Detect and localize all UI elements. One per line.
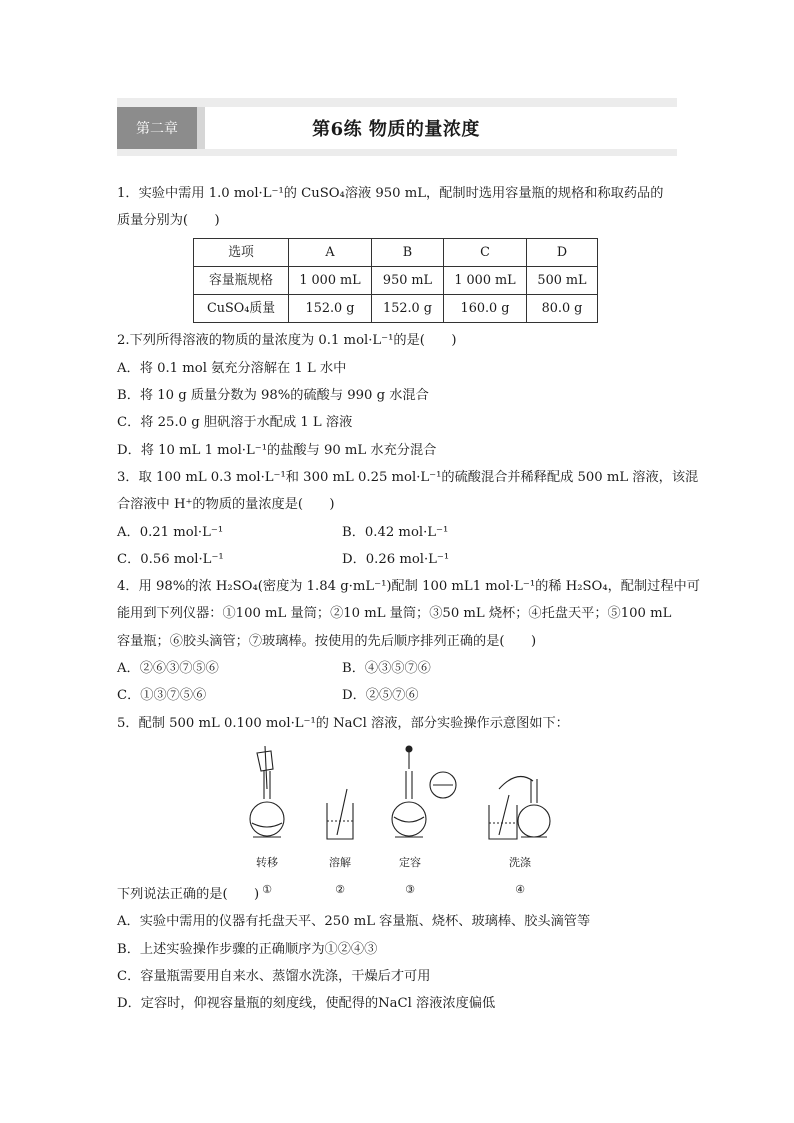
option-d: D．定容时，仰视容量瓶的刻度线，使配得的NaCl 溶液浓度偏低 [117,996,496,1012]
question-2-stem: 2.下列所得溶液的物质的量浓度为 0.1 mol·L⁻¹的是( ) [117,333,457,349]
question-3-text-1: 3．取 100 mL 0.3 mol·L⁻¹和 300 mL 0.25 mol·L⁻¹的硫酸混合并稀释配成 500 mL 溶液，该混 [117,469,699,485]
chapter-notch [197,107,205,149]
dissolve-apparatus [327,789,353,839]
header [117,107,677,149]
figure-caption-number: ④ [515,883,525,897]
option-d: D．0.26 mol·L⁻¹ [342,551,450,567]
figure-caption-1 [242,849,292,904]
question-5 [117,710,679,1018]
page-title-box [205,107,677,149]
transfer-apparatus [250,746,284,837]
figure-caption-name: 定容 [399,855,421,869]
question-3 [117,464,699,573]
option-c: C．0.56 mol·L⁻¹ [117,551,224,567]
question-2 [117,327,679,463]
experiment-illustration [237,741,557,849]
option-row [117,682,679,709]
figure-caption-4 [495,849,545,904]
figure-caption-number: ② [335,883,345,897]
table-header-cell: B [372,238,444,266]
table-cell: 152.0 g [289,295,372,323]
option-b: B．④③⑤⑦⑥ [342,661,431,677]
option-a: A．②⑥③⑦⑤⑥ [117,661,219,677]
option-row [117,519,679,546]
table-cell: 1 000 mL [444,266,527,294]
question-4 [117,573,700,709]
figure-caption-number: ③ [405,883,415,897]
page-title: 第6练 物质的量浓度 [312,119,480,140]
figure-caption-number: ① [262,883,272,897]
question-5-prompt: 下列说法正确的是( ) [117,886,260,902]
question-1-table [193,238,598,324]
question-1-text-1: 1．实验中需用 1.0 mol·L⁻¹的 CuSO₄溶液 950 mL，配制时选用容量瓶的规格和称取药品的 [117,186,664,201]
table-row [194,266,598,294]
figure-caption-3 [385,849,435,904]
fix-volume-apparatus [392,746,456,837]
option-a: A．实验中需用的仪器有托盘天平、250 mL 容量瓶、烧杯、玻璃棒、胶头滴管等 [117,914,591,930]
figure-caption-name: 溶解 [329,855,351,869]
table-header-cell: A [289,238,372,266]
table-header-cell: 选项 [194,238,289,266]
question-1-text-2: 质量分别为( ) [117,213,220,229]
option-c: C．将 25.0 g 胆矾溶于水配成 1 L 溶液 [117,415,353,431]
figure-caption-2 [315,849,365,904]
table-cell: 500 mL [527,266,598,294]
table-header-row [194,238,598,266]
table-header-cell: D [527,238,598,266]
table-cell: 160.0 g [444,295,527,323]
option-a: A．0.21 mol·L⁻¹ [117,524,224,540]
option-b: B．将 10 g 质量分数为 98%的硫酸与 990 g 水混合 [117,388,429,404]
table-cell: 152.0 g [372,295,444,323]
question-4-text-3: 容量瓶；⑥胶头滴管；⑦玻璃棒。按使用的先后顺序排列正确的是( ) [117,633,537,649]
table-cell: CuSO₄质量 [194,295,289,323]
questions [117,180,700,1017]
option-row [117,655,679,682]
question-4-text-2: 能用到下列仪器：①100 mL 量筒；②10 mL 量筒；③50 mL 烧杯；④托盘天平；⑤100 mL [117,606,672,622]
option-d: D．②⑤⑦⑥ [342,688,419,704]
figure-caption-name: 洗涤 [509,855,531,869]
option-b: B．上述实验操作步骤的正确顺序为①②④③ [117,941,378,957]
question-5-stem: 5．配制 500 mL 0.100 mol·L⁻¹的 NaCl 溶液，部分实验操作示意图如下： [117,715,569,731]
table-row [194,295,598,323]
table-header-cell: C [444,238,527,266]
option-d: D．将 10 mL 1 mol·L⁻¹的盐酸与 90 mL 水充分混合 [117,442,437,458]
table-cell: 容量瓶规格 [194,266,289,294]
figure-caption-name: 转移 [256,855,278,869]
option-c: C．①③⑦⑤⑥ [117,688,207,704]
option-row [117,546,679,573]
option-c: C．容量瓶需要用自来水、蒸馏水洗涤，干燥后才可用 [117,968,431,984]
question-1 [117,180,679,323]
table-cell: 80.0 g [527,295,598,323]
question-4-text-1: 4．用 98%的浓 H₂SO₄(密度为 1.84 g·mL⁻¹)配制 100 mL1 mol·L⁻¹的稀 H₂SO₄，配制过程中可 [117,579,700,595]
table-cell: 1 000 mL [289,266,372,294]
table-cell: 950 mL [372,266,444,294]
option-a: A．将 0.1 mol 氨充分溶解在 1 L 水中 [117,360,347,376]
question-3-text-2: 合溶液中 H⁺的物质的量浓度是( ) [117,497,335,513]
option-b: B．0.42 mol·L⁻¹ [342,524,449,540]
chapter-tab: 第二章 [117,107,197,149]
wash-apparatus [489,776,550,839]
